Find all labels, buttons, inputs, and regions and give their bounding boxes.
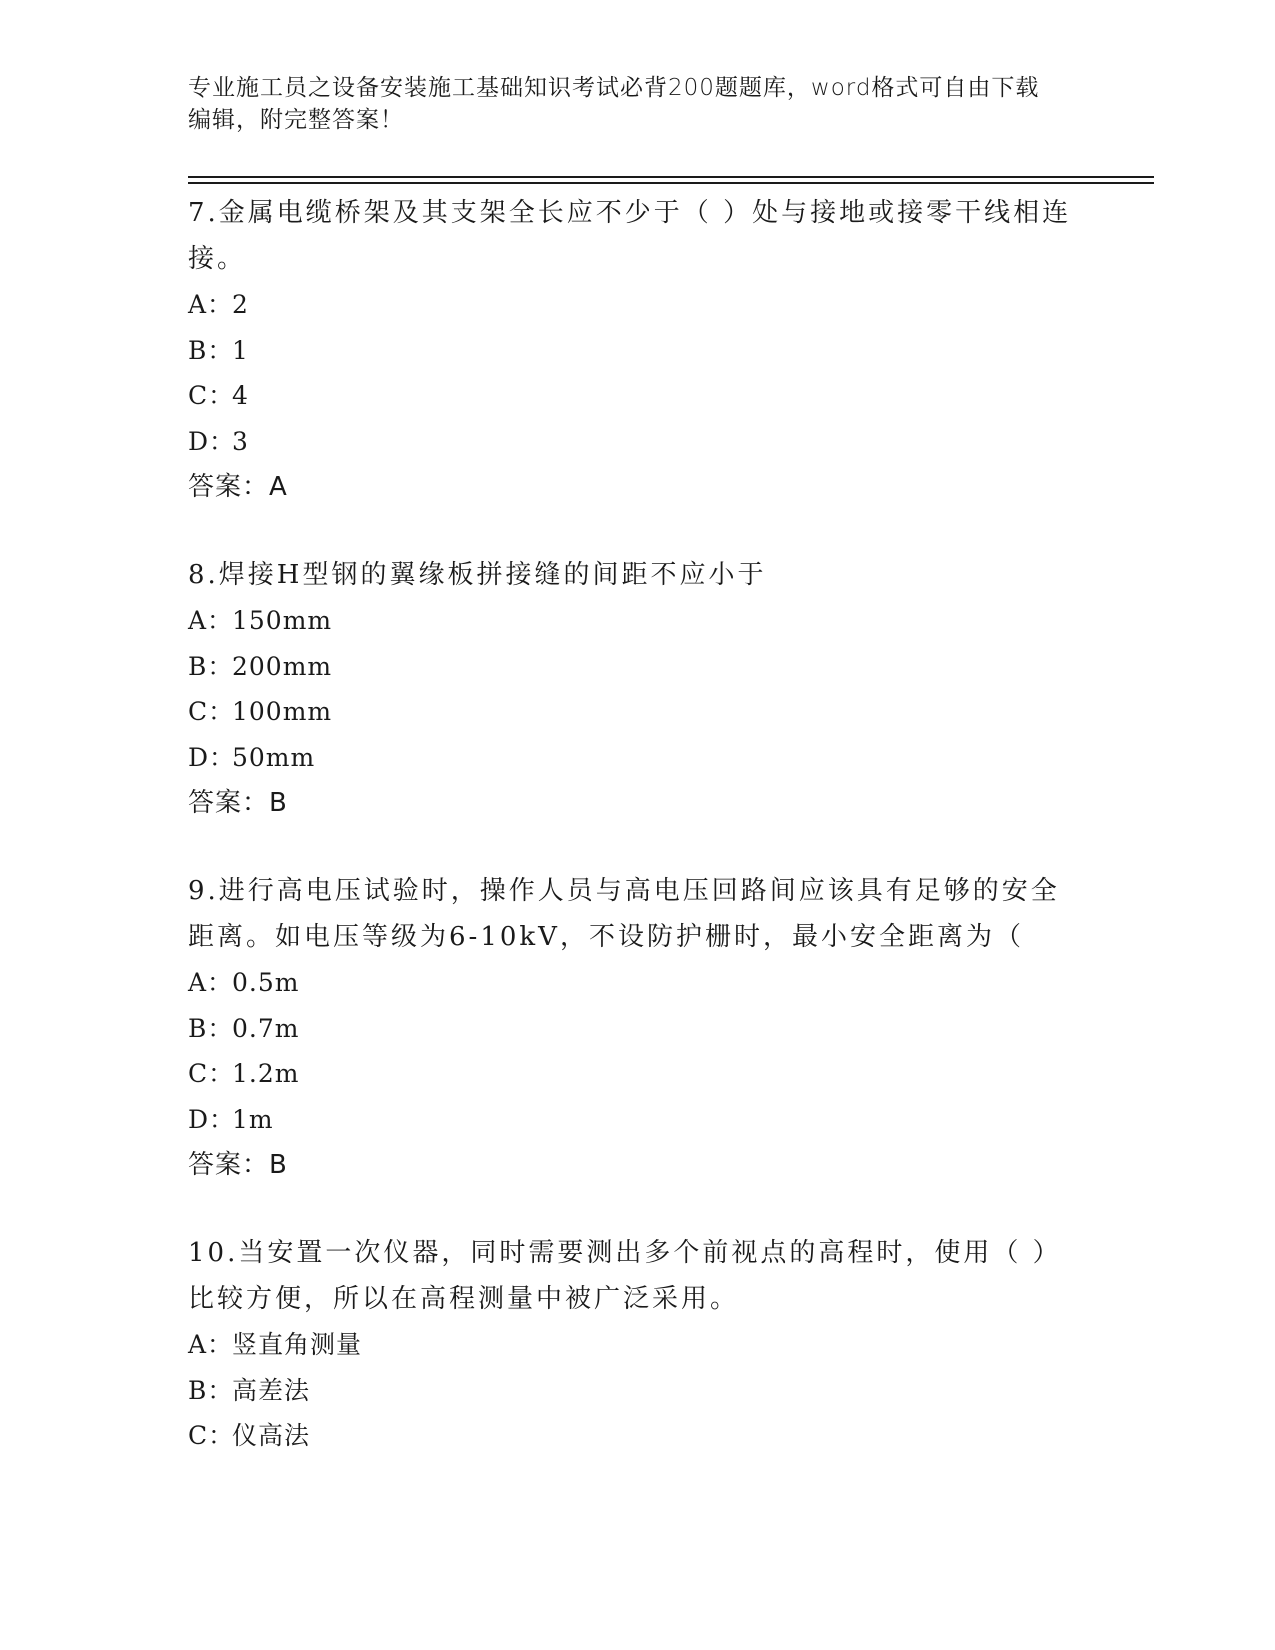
option-letter: C： <box>188 1421 235 1450</box>
option-value: 150mm <box>232 606 333 635</box>
option-c <box>188 1413 1088 1459</box>
option-value: 2 <box>232 290 249 319</box>
answer-text: 答案：B <box>188 788 288 818</box>
option-value: 4 <box>232 381 249 410</box>
option-a <box>188 598 1088 644</box>
header-line-1: 专业施工员之设备安装施工基础知识考试必背200题题库，word格式可自由下载 <box>188 75 1040 101</box>
option-letter: A： <box>188 290 234 319</box>
question-text-line-1: 7.金属电缆桥架及其支架全长应不少于（ ）处与接地或接零干线相连 <box>188 198 1072 228</box>
option-value: 高差法 <box>232 1375 311 1405</box>
answer-text: 答案：A <box>188 472 288 502</box>
option-value: 竖直角测量 <box>232 1330 363 1359</box>
option-letter: D： <box>188 742 236 772</box>
question-list <box>188 190 1088 1501</box>
option-letter: B： <box>188 1013 234 1043</box>
answer-text: 答案：B <box>188 1150 288 1180</box>
question-text-line-2: 比较方便，所以在高程测量中被广泛采用。 <box>188 1284 740 1314</box>
option-letter: A： <box>188 1330 234 1359</box>
question-10 <box>188 1230 1088 1459</box>
option-letter: D： <box>188 426 236 456</box>
option-letter: D： <box>188 1104 236 1134</box>
document-header <box>188 72 1088 136</box>
option-letter: B： <box>188 651 234 681</box>
question-text-line-1: 10.当安置一次仪器，同时需要测出多个前视点的高程时，使用（ ） <box>188 1238 1062 1268</box>
option-d <box>188 1097 1088 1143</box>
question-text-line-2: 接。 <box>188 244 247 274</box>
option-letter: B： <box>188 1375 234 1405</box>
option-d <box>188 419 1088 465</box>
option-letter: C： <box>188 1059 235 1088</box>
option-value: 1.2m <box>232 1059 300 1088</box>
option-a <box>188 282 1088 328</box>
header-divider-top <box>188 176 1154 178</box>
option-c <box>188 1051 1088 1097</box>
option-value: 3 <box>232 426 249 456</box>
option-letter: C： <box>188 381 235 410</box>
option-a <box>188 1322 1088 1368</box>
option-value: 0.5m <box>232 968 300 997</box>
option-letter: A： <box>188 606 234 635</box>
option-value: 50mm <box>232 742 316 772</box>
option-value: 200mm <box>232 651 333 681</box>
option-value: 1m <box>232 1104 274 1134</box>
option-b <box>188 1368 1088 1414</box>
option-c <box>188 373 1088 419</box>
question-text-line-1: 9.进行高电压试验时，操作人员与高电压回路间应该具有足够的安全 <box>188 876 1060 906</box>
header-line-2: 编辑，附完整答案！ <box>188 107 404 133</box>
option-value: 1 <box>232 335 249 365</box>
option-letter: A： <box>188 968 234 997</box>
option-c <box>188 689 1088 735</box>
option-value: 0.7m <box>232 1013 300 1043</box>
option-letter: C： <box>188 697 235 726</box>
option-d <box>188 735 1088 781</box>
question-7 <box>188 190 1088 510</box>
option-b <box>188 644 1088 690</box>
question-text-line-1: 8.焊接H型钢的翼缘板拼接缝的间距不应小于 <box>188 560 767 590</box>
option-b <box>188 1006 1088 1052</box>
option-value: 100mm <box>232 697 333 726</box>
question-9 <box>188 868 1088 1188</box>
option-letter: B： <box>188 335 234 365</box>
option-a <box>188 960 1088 1006</box>
option-value: 仪高法 <box>232 1421 311 1450</box>
question-8 <box>188 552 1088 826</box>
question-text-line-2: 距离。如电压等级为6-10kV，不设防护栅时，最小安全距离为（ <box>188 922 1024 952</box>
option-b <box>188 328 1088 374</box>
header-divider-bottom <box>188 182 1154 184</box>
